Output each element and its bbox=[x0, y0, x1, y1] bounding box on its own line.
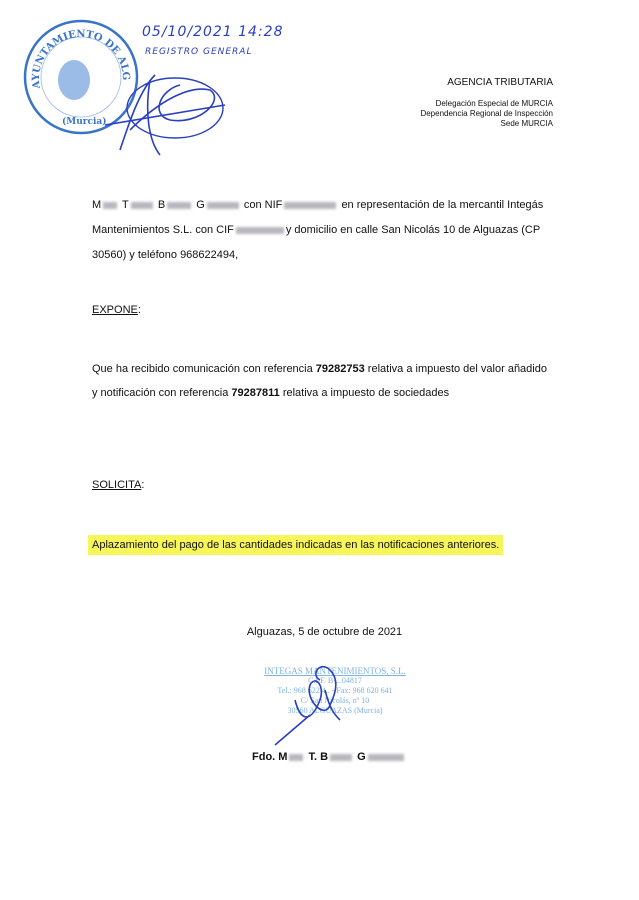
solicita-label: SOLICITA bbox=[92, 479, 142, 491]
redacted-name-part: T bbox=[122, 199, 129, 211]
intro-text: y domicilio en calle San Nicolás 10 de Alguazas (CP bbox=[285, 224, 541, 236]
solicita-heading bbox=[92, 473, 144, 498]
company-city: 30560 ALGUAZAS (Murcia) bbox=[287, 706, 383, 715]
recipient-line-3: Sede MURCIA bbox=[500, 119, 553, 128]
expone-text: relativa a impuesto del valor añadido bbox=[364, 363, 547, 375]
signatory bbox=[252, 745, 406, 770]
redacted-name-start: M bbox=[92, 199, 102, 211]
recipient-line-2: Dependencia Regional de Inspección bbox=[420, 109, 553, 118]
reference-1: 79282753 bbox=[315, 363, 365, 375]
solicita-text: Aplazamiento del pago de las cantidades indicadas en las notificaciones anteriores. bbox=[88, 535, 503, 555]
signatory-name: Fdo. M bbox=[252, 751, 288, 763]
redacted-name-part: G bbox=[196, 199, 205, 211]
redaction bbox=[368, 754, 404, 761]
agency-name: AGENCIA TRIBUTARIA bbox=[447, 77, 553, 88]
expone-heading bbox=[92, 298, 141, 323]
recipient-line-1: Delegación Especial de MURCIA bbox=[435, 99, 553, 108]
redaction bbox=[167, 202, 191, 209]
expone-line-2 bbox=[92, 381, 572, 405]
intro-paragraph bbox=[92, 193, 572, 268]
intro-line-3: 30560) y teléfono 968622494, bbox=[92, 249, 239, 261]
place-date: Alguazas, 5 de octubre de 2021 bbox=[246, 626, 403, 638]
signatory-name: T. B bbox=[308, 751, 329, 763]
expone-paragraph bbox=[92, 357, 572, 405]
nif-label: con NIF bbox=[243, 199, 283, 211]
intro-text: en representación de la mercantil Integás bbox=[341, 199, 544, 211]
colon: : bbox=[137, 304, 141, 316]
signature-icon bbox=[270, 660, 360, 750]
expone-text: Que ha recibido comunicación con referencia bbox=[92, 363, 316, 375]
redaction bbox=[207, 202, 239, 209]
redaction bbox=[103, 202, 117, 209]
intro-text: Mantenimientos S.L. con CIF bbox=[92, 224, 234, 236]
company-cif: C.I.F. B-...04817 bbox=[308, 676, 362, 685]
redaction bbox=[131, 202, 153, 209]
intro-line-2 bbox=[92, 218, 572, 243]
signatory-name: G bbox=[357, 751, 366, 763]
redaction bbox=[330, 754, 352, 761]
registry-label: REGISTRO GENERAL bbox=[145, 47, 253, 57]
expone-text: relativa a impuesto de sociedades bbox=[279, 387, 450, 399]
company-phone: Tel.: 968 622 4.. - Fax: 968 620 641 bbox=[277, 686, 393, 695]
reference-2: 79287811 bbox=[231, 387, 280, 399]
svg-text:(Murcia): (Murcia) bbox=[62, 117, 107, 127]
redaction bbox=[289, 754, 303, 761]
colon: : bbox=[141, 479, 145, 491]
redacted-name-part: B bbox=[157, 199, 166, 211]
svg-text:AYUNTAMIENTO DE ALG: AYUNTAMIENTO DE ALG bbox=[30, 28, 132, 90]
company-name: INTEGAS MANTENIMIENTOS, S.L. bbox=[264, 666, 406, 676]
redaction bbox=[236, 227, 284, 234]
expone-line-1 bbox=[92, 357, 572, 381]
company-address: C/ San Nicolás, nº 10 bbox=[300, 696, 370, 705]
registry-signature-icon bbox=[100, 60, 230, 165]
expone-label: EXPONE bbox=[92, 304, 138, 316]
registry-date: 05/10/2021 14:28 bbox=[142, 24, 284, 40]
expone-text: y notificación con referencia bbox=[92, 387, 232, 399]
intro-line-1 bbox=[92, 193, 572, 218]
redaction bbox=[284, 202, 336, 209]
